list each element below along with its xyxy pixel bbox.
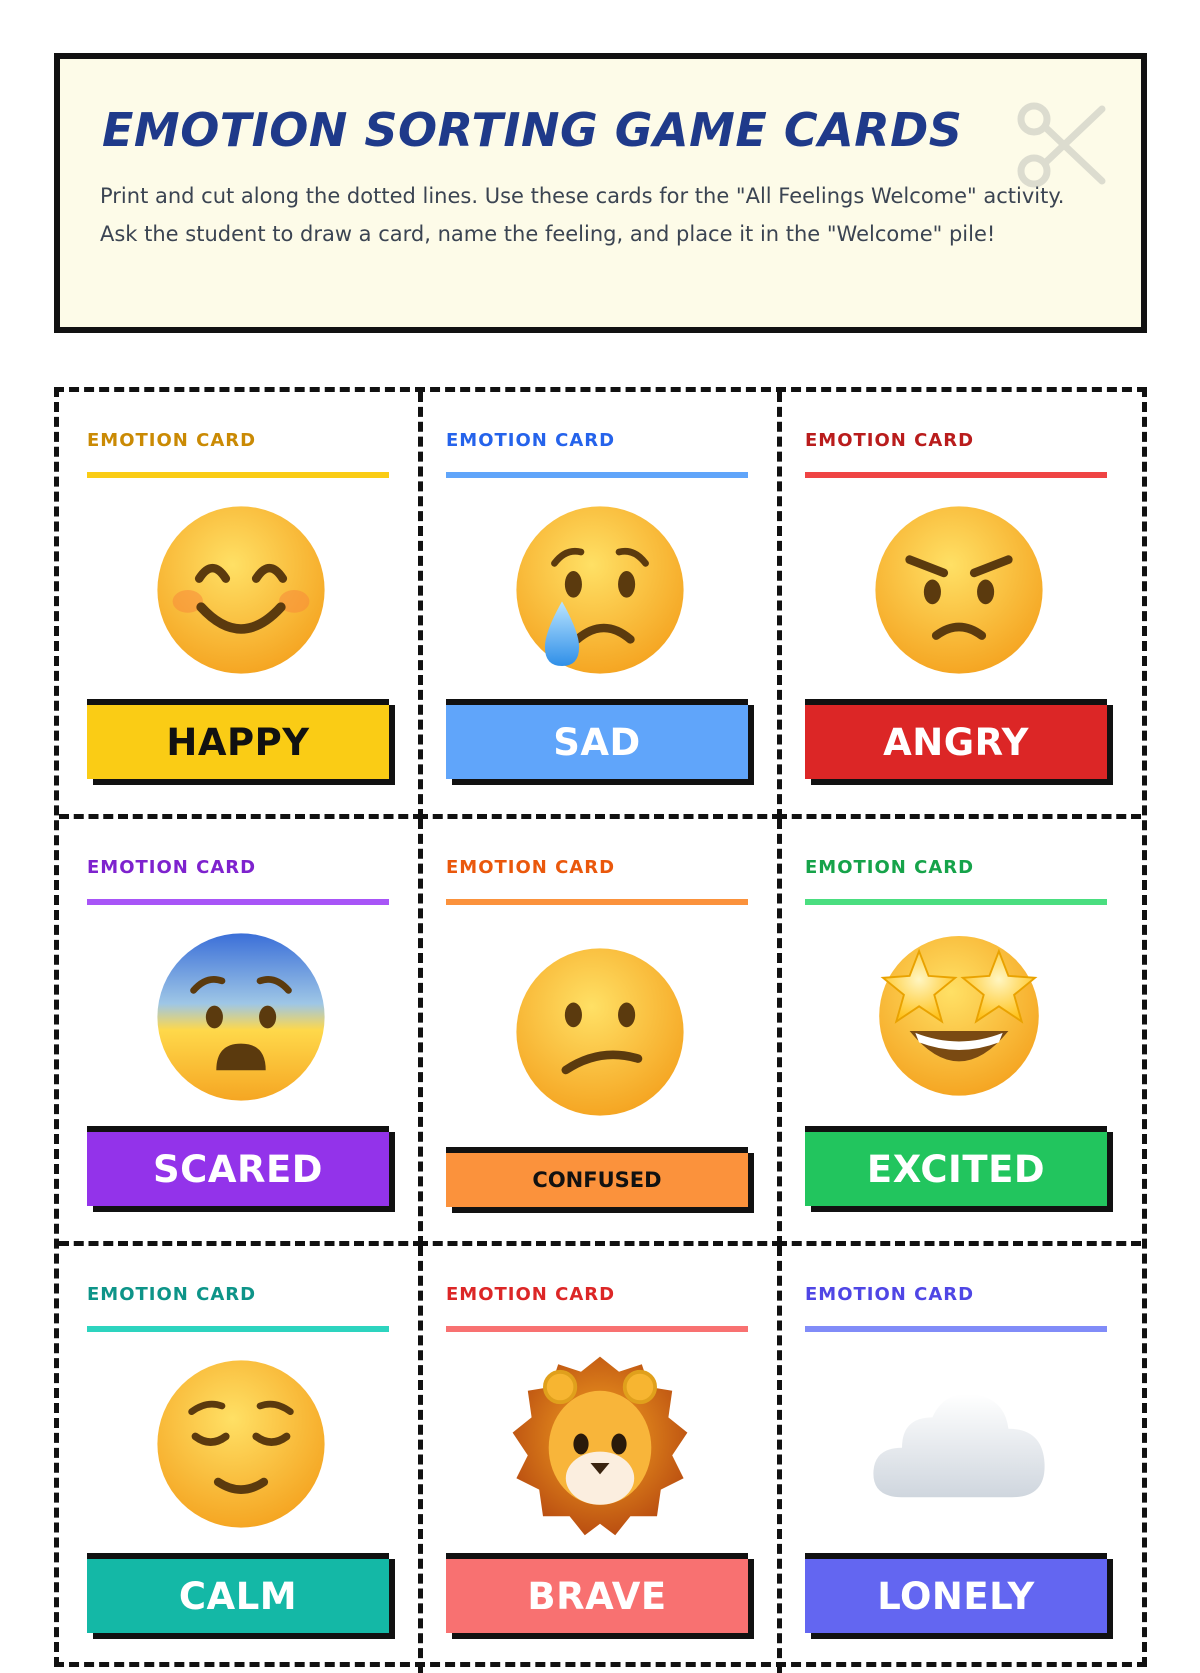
card-rule [446,472,748,478]
emotion-card-confused[interactable] [418,819,782,1246]
emotion-card-angry[interactable] [777,392,1141,819]
emotion-name-banner [446,1147,748,1207]
emotion-name: ANGRY [883,720,1029,764]
card-label: EMOTION CARD [805,1284,975,1305]
card-rule [87,1326,389,1332]
emotion-name-banner [805,1553,1107,1633]
emotion-name: LONELY [877,1574,1035,1618]
header-box [54,53,1147,333]
fearful-face-icon [146,922,336,1112]
emotion-name-banner [87,699,389,779]
emotion-card-excited[interactable] [777,819,1141,1246]
emotion-name-banner [805,1126,1107,1206]
emotion-card-brave[interactable] [418,1246,782,1673]
emotion-card-calm[interactable] [59,1246,423,1673]
emotion-name: SCARED [153,1147,323,1191]
card-rule [446,1326,748,1332]
emotion-name-banner [446,1553,748,1633]
card-label: EMOTION CARD [87,857,257,878]
emotion-card-lonely[interactable] [777,1246,1141,1673]
crying-face-icon [505,495,695,685]
emotion-name: CONFUSED [532,1168,662,1192]
card-label: EMOTION CARD [805,857,975,878]
emotion-name: HAPPY [166,720,310,764]
card-rule [805,1326,1107,1332]
card-rule [805,899,1107,905]
emotion-name-banner [805,699,1107,779]
card-label: EMOTION CARD [87,1284,257,1305]
card-label: EMOTION CARD [446,1284,616,1305]
emotion-card-scared[interactable] [59,819,423,1246]
emotion-name-banner [87,1553,389,1633]
relieved-face-icon [146,1349,336,1539]
card-rule [87,472,389,478]
smiling-face-icon [146,495,336,685]
confused-face-icon [505,937,695,1127]
emotion-name-banner [87,1126,389,1206]
card-label: EMOTION CARD [446,430,616,451]
emotion-name: EXCITED [866,1147,1046,1191]
card-grid [54,387,1147,1667]
lion-face-icon [505,1349,695,1539]
card-label: EMOTION CARD [446,857,616,878]
star-struck-face-icon [864,917,1054,1107]
card-label: EMOTION CARD [87,430,257,451]
card-rule [446,899,748,905]
cloud-icon [864,1349,1054,1539]
angry-face-icon [864,495,1054,685]
emotion-name: SAD [553,720,641,764]
instructions-text: Print and cut along the dotted lines. Use these cards for the "All Feelings Welcome" activity. Ask the student to draw a card, name the feeling, and place it in the "Welcome" pile! [100,184,1065,246]
card-label: EMOTION CARD [805,430,975,451]
emotion-name: BRAVE [527,1574,667,1618]
card-rule [87,899,389,905]
card-rule [805,472,1107,478]
emotion-card-sad[interactable] [418,392,782,819]
emotion-name-banner [446,699,748,779]
emotion-name: CALM [178,1574,298,1618]
emotion-card-happy[interactable] [59,392,423,819]
page-title: EMOTION SORTING GAME CARDS [102,103,963,157]
